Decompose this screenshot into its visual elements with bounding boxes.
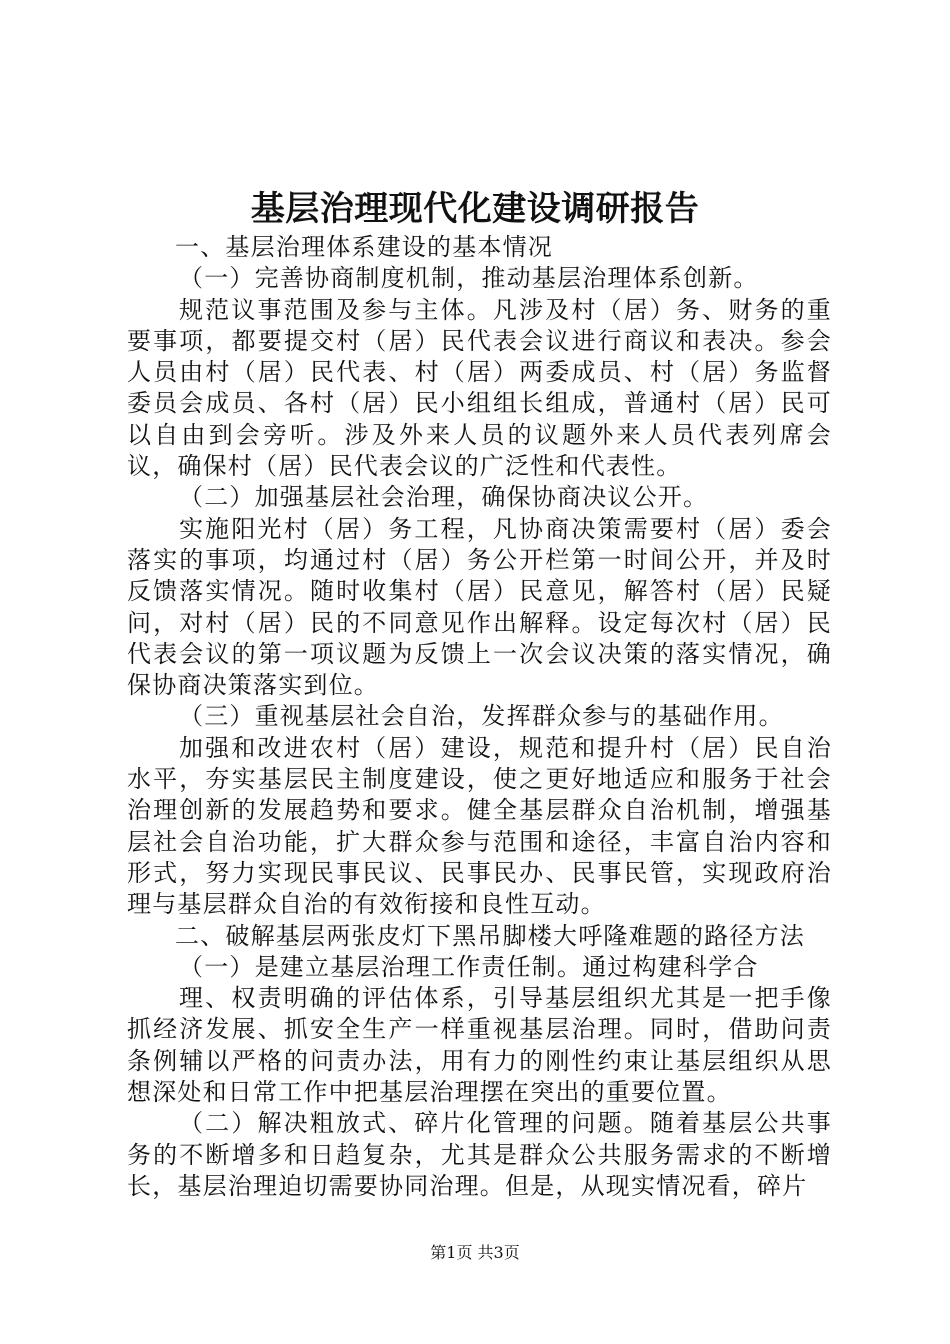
body-paragraph: （二）解决粗放式、碎片化管理的问题。随着基层公共事务的不断增多和日趋复杂，尤其是群众公共服务需求的不断增长，基层治理迫切需要协同治理。但是，从现实情况看，碎片 [127,1109,832,1200]
subsection-heading: （二）加强基层社会治理，确保协商决议公开。 [179,483,709,512]
body-paragraph: 实施阳光村（居）务工程，凡协商决策需要村（居）委会落实的事项，均通过村（居）务公开栏第一时间公开，并及时反馈落实情况。随时收集村（居）民意见，解答村（居）民疑问，对村（居）民的不同意见作出解释。设定每次村（居）民代表会议的第一项议题为反馈上一次会议决策的落实情况，确保协商决策落实到位。 [127,514,832,700]
document-body [127,232,832,1202]
section-heading-2: 二、破解基层两张皮灯下黑吊脚楼大呼隆难题的路径方法 [175,921,805,950]
subsection-heading: （一）完善协商制度机制，推动基层治理体系创新。 [179,264,759,293]
body-paragraph: 理、权责明确的评估体系，引导基层组织尤其是一把手像抓经济发展、抓安全生产一样重视基层治理。同时，借助问责条例辅以严格的问责办法，用有力的刚性约束让基层组织从思想深处和日常工作中把基层治理摆在突出的重要位置。 [127,984,832,1107]
section-heading-1: 一、基层治理体系建设的基本情况 [175,233,553,261]
body-paragraph: 规范议事范围及参与主体。凡涉及村（居）务、财务的重要事项，都要提交村（居）民代表会议进行商议和表决。参会人员由村（居）民代表、村（居）两委成员、村（居）务监督委员会成员、各村（居）民小组组长组成，普通村（居）民可以自由到会旁听。涉及外来人员的议题外来人员代表列席会议，确保村（居）民代表会议的广泛性和代表性。 [127,295,832,481]
body-paragraph: 加强和改进农村（居）建设，规范和提升村（居）民自治水平，夯实基层民主制度建设，使之更好地适应和服务于社会治理创新的发展趋势和要求。健全基层群众自治机制，增强基层社会自治功能，扩大群众参与范围和途径，丰富自治内容和形式，努力实现民事民议、民事民办、民事民管，实现政府治理与基层群众自治的有效衔接和良性互动。 [127,733,832,919]
document-title: 基层治理现代化建设调研报告 [250,189,700,229]
subsection-heading: （一）是建立基层治理工作责任制。通过构建科学合 [179,952,759,981]
subsection-heading: （三）重视基层社会自治，发挥群众参与的基础作用。 [179,702,784,731]
page-footer: 第1页 共3页 [430,1243,520,1262]
